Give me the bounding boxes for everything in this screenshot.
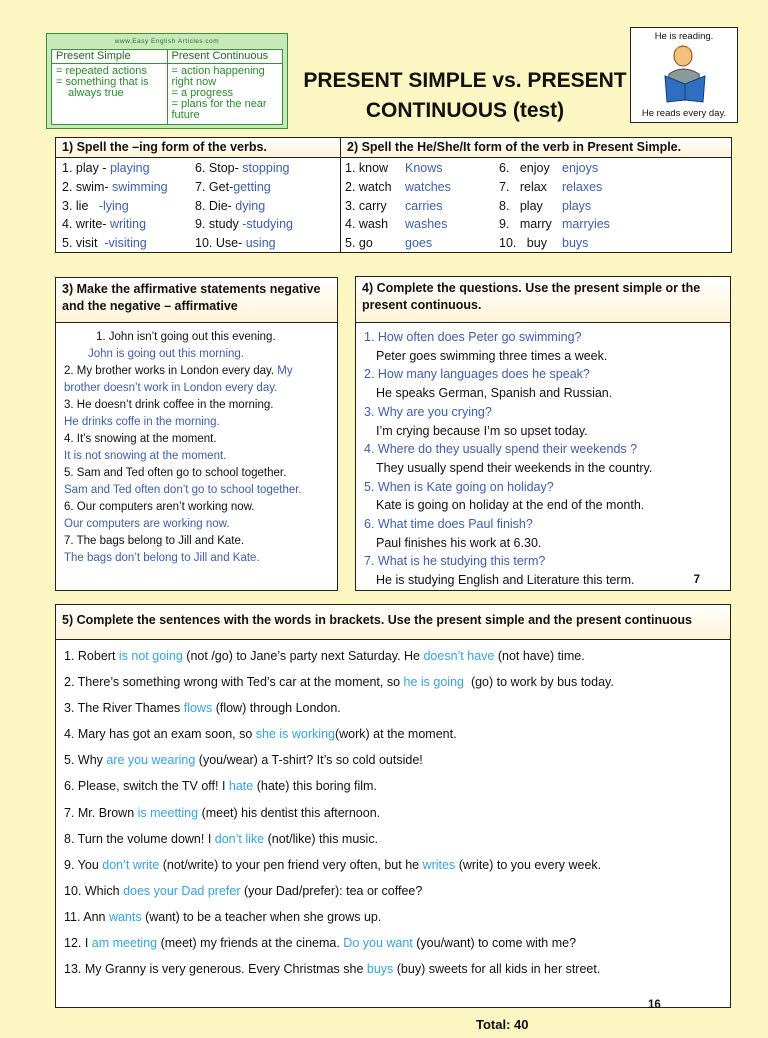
verb-answer: dying [235, 198, 266, 213]
statement-prompt: 3. He doesn’t drink coffee in the morning. [64, 399, 274, 411]
picture-caption-bottom: He reads every day. [641, 108, 727, 119]
section-ing-form [55, 137, 341, 253]
verb-prompt: 3. lie [62, 198, 99, 213]
legend-present-simple: Present Simple = repeated actions = something that is always true [52, 50, 167, 124]
statement-prompt: 4. It’s snowing at the moment. [64, 433, 217, 445]
sentence-text: 5. Why [64, 753, 107, 768]
sentence-answer: she is working [255, 727, 335, 742]
verb-prompt: 10. buy [499, 236, 547, 251]
statement-answer: It is not snowing at the moment. [64, 450, 227, 462]
boy-reading-icon [661, 44, 709, 104]
sentence-text: (want) to be a teacher when she grows up. [141, 909, 382, 924]
sentence-answer: flows [183, 701, 213, 716]
verb-prompt: 9. marry [499, 217, 552, 232]
verb-item [62, 161, 150, 175]
verb-item [195, 217, 293, 231]
sentence-text: 9. You [64, 857, 103, 872]
sentence-text: (not/write) to your pen friend very often, but he [159, 857, 423, 872]
verb-item [195, 180, 271, 194]
answer-text: He speaks German, Spanish and Russian. [376, 386, 613, 401]
answer-text: He is studying English and Literature this term. [376, 573, 635, 588]
verb-prompt: 1. play - [62, 161, 110, 175]
verb-prompt: 5. go [345, 236, 373, 251]
sentence-text: 4. Mary has got an exam soon, so [64, 727, 256, 742]
sentence-answer: am meeting [91, 936, 158, 951]
sentence-text: (you/want) to come with me? [412, 936, 577, 951]
sentence-answer: doesn’t have [423, 649, 495, 663]
verb-answer: -lying [98, 198, 129, 213]
statement-answer: He drinks coffe in the morning. [64, 416, 220, 428]
verb-answer: marryies [562, 217, 610, 232]
section-5-score: 16 [648, 999, 661, 1011]
verb-item [345, 161, 443, 175]
question-text: 3. Why are you crying? [364, 404, 492, 419]
section-4-header: 4) Complete the questions. Use the present simple or the present continuous. [356, 277, 730, 323]
statement-prompt: 1. John isn’t going out this evening. [96, 331, 276, 343]
verb-answer: washes [405, 217, 448, 232]
verb-item [195, 199, 265, 213]
section-affirmative-negative [55, 277, 338, 591]
sentence-item [64, 826, 722, 852]
statement-answer: The bags don’t belong to Jill and Kate. [64, 552, 260, 564]
sentence-answer: don’t write [102, 857, 160, 872]
sentence-text: 13. My Granny is very generous. Every Christmas she [64, 962, 367, 977]
verb-prompt: 6. enjoy [499, 161, 550, 175]
sentence-text: (work) at the moment. [334, 727, 457, 742]
sentence-answer: are you wearing [106, 753, 196, 768]
verb-item [499, 161, 599, 175]
verb-answer: writing [109, 217, 147, 232]
section-3-header: 3) Make the affirmative statements negative and the negative – affirmative [56, 278, 337, 323]
sentence-text: 3. The River Thames [64, 701, 184, 716]
verb-answer: buys [562, 236, 589, 251]
verb-prompt: 4. write- [62, 217, 110, 232]
sentence-answer: is meetting [137, 805, 199, 820]
sentence-answer: hate [228, 779, 254, 794]
sentence-text: (not have) time. [494, 649, 585, 663]
verb-answer: using [245, 236, 276, 251]
verb-item [345, 217, 448, 232]
sentence-text: (buy) sweets for all kids in her street. [393, 962, 601, 977]
verb-item [345, 198, 443, 213]
section-2-header: 2) Spell the He/She/It form of the verb in Present Simple. [341, 138, 731, 158]
sentence-answer: Do you want [343, 936, 413, 951]
verb-prompt: 2. watch [345, 179, 392, 194]
sentence-text: 7. Mr. Brown [64, 805, 138, 820]
verb-item [499, 179, 603, 194]
verb-prompt: 10. Use- [195, 236, 246, 251]
section-third-person [340, 137, 732, 253]
verb-item [499, 217, 610, 232]
sentence-item [64, 773, 722, 799]
verb-answer: carries [405, 198, 443, 213]
verb-answer: plays [562, 198, 592, 213]
sentence-text: 6. Please, switch the TV off! I [64, 779, 229, 794]
total-score: Total: 40 [476, 1017, 529, 1032]
sentence-answer: writes [422, 857, 456, 872]
sentence-text: (flow) through London. [212, 701, 341, 716]
statement-answer: John is going out this morning. [88, 348, 244, 360]
section-1-header: 1) Spell the –ing form of the verbs. [56, 138, 340, 158]
sentence-item [64, 930, 722, 956]
question-text: 6. What time does Paul finish? [364, 517, 533, 532]
verb-item [345, 179, 451, 194]
sentence-answer: wants [108, 909, 142, 924]
answer-text: Paul finishes his work at 6.30. [376, 535, 542, 550]
sentence-answer: he is going [403, 675, 464, 690]
verb-answer: stopping [242, 161, 290, 175]
question-text: 1. How often does Peter go swimming? [364, 330, 582, 344]
verb-item [345, 236, 433, 251]
sentence-item [64, 878, 722, 904]
verb-prompt: 7. Get- [195, 179, 234, 194]
verb-prompt: 2. swim- [62, 179, 112, 194]
statement-item [64, 363, 329, 397]
verb-prompt: 3. carry [345, 198, 387, 213]
verb-item [499, 198, 592, 213]
question-text: 7. What is he studying this term? [364, 554, 546, 569]
answer-text: Kate is going on holiday at the end of the month. [376, 498, 645, 513]
answer-text: I’m crying because I’m so upset today. [376, 423, 588, 438]
sentence-item [64, 695, 722, 721]
verb-answer: goes [405, 236, 433, 251]
sentence-text: 8. Turn the volume down! I [64, 831, 215, 846]
verb-item [195, 161, 290, 175]
verb-item [62, 217, 146, 231]
statement-answer: Sam and Ted often don’t go to school together. [64, 484, 302, 496]
statement-prompt: 6. Our computers aren’t working now. [64, 501, 255, 513]
sentence-text: (go) to work by bus today. [464, 675, 614, 690]
section-complete-sentences [55, 604, 731, 1032]
sentence-text: (write) to you every week. [455, 857, 602, 872]
sentence-text: (meet) my friends at the cinema. [157, 936, 344, 951]
verb-prompt: 6. Stop- [195, 161, 243, 175]
sentence-item [64, 852, 722, 878]
section-complete-questions [355, 276, 731, 591]
sentence-item [64, 956, 722, 982]
section-5-header: 5) Complete the sentences with the words in brackets. Use the present simple and the present continuous [56, 605, 730, 640]
sentence-text: 10. Which [64, 883, 124, 898]
sentence-answer: does your Dad prefer [123, 883, 241, 898]
verb-answer: enjoys [562, 161, 599, 175]
statement-prompt: 5. Sam and Ted often go to school together. [64, 467, 287, 479]
verb-item [62, 180, 168, 194]
verb-item [62, 236, 147, 250]
answer-text: They usually spend their weekends in the country. [376, 460, 653, 475]
site-watermark: www.Easy English Articles.com [114, 38, 220, 45]
sentence-answer: is not going [118, 649, 183, 663]
sentence-answer: buys [366, 962, 394, 977]
verb-answer: watches [405, 179, 451, 194]
sentence-text: (meet) his dentist this afternoon. [198, 805, 381, 820]
sentence-text: 2. There’s something wrong with Ted’s car at the moment, so [64, 675, 404, 690]
verb-prompt: 9. study [195, 217, 243, 232]
question-text: 5. When is Kate going on holiday? [364, 479, 554, 494]
sentence-text: (your Dad/prefer): tea or coffee? [240, 883, 423, 898]
sentence-text: 1. Robert [64, 649, 119, 663]
answer-text: Peter goes swimming three times a week. [376, 348, 608, 363]
statement-answer: My brother doesn’t work in London every day. [64, 365, 293, 394]
verb-prompt: 8. play [499, 198, 543, 213]
sentence-item [64, 669, 722, 695]
sentence-item [64, 904, 722, 930]
legend-present-continuous: Present Continuous = action happening right now = a progress = plans for the near future [167, 50, 283, 124]
sentence-text: (you/wear) a T-shirt? It’s so cold outside! [195, 753, 423, 768]
section-4-score: 7 [693, 574, 700, 587]
sentence-text: (not/like) this music. [264, 831, 379, 846]
verb-prompt: 4. wash [345, 217, 389, 232]
verb-item [195, 236, 276, 250]
sentence-item [64, 747, 722, 773]
statement-prompt: 7. The bags belong to Jill and Kate. [64, 535, 245, 547]
verb-answer: getting [233, 179, 271, 194]
verb-item [499, 236, 589, 251]
sentence-answer: don’t like [214, 831, 265, 846]
verb-answer: Knows [405, 161, 443, 175]
verb-prompt: 1. know [345, 161, 389, 175]
page-title: PRESENT SIMPLE vs. PRESENT CONTINUOUS (test) [303, 69, 627, 122]
sentence-text: 11. Ann [64, 909, 109, 924]
sentence-text: 12. I [64, 936, 92, 951]
sentence-item [64, 721, 722, 747]
sentence-text: (not /go) to Jane’s party next Saturday. He [182, 649, 424, 663]
verb-answer: relaxes [562, 179, 603, 194]
question-text: 2. How many languages does he speak? [364, 367, 590, 382]
reading-picture-box [630, 27, 738, 123]
verb-prompt: 8. Die- [195, 198, 236, 213]
verb-prompt: 7. relax [499, 179, 547, 194]
sentence-text: (hate) this boring film. [253, 779, 377, 794]
question-text: 4. Where do they usually spend their weekends ? [364, 442, 638, 457]
sentence-item [64, 800, 722, 826]
verb-item [62, 199, 129, 213]
statement-prompt: 2. My brother works in London every day. [64, 365, 275, 377]
sentence-item [64, 643, 722, 669]
verb-answer: -studying [242, 217, 293, 232]
verb-answer: swimming [112, 179, 168, 194]
statement-answer: Our computers are working now. [64, 518, 230, 530]
tense-legend [46, 33, 288, 129]
verb-prompt: 5. visit [62, 236, 105, 251]
verb-answer: -visiting [104, 236, 147, 251]
picture-caption-top: He is reading. [654, 31, 714, 42]
verb-answer: playing [109, 161, 150, 175]
